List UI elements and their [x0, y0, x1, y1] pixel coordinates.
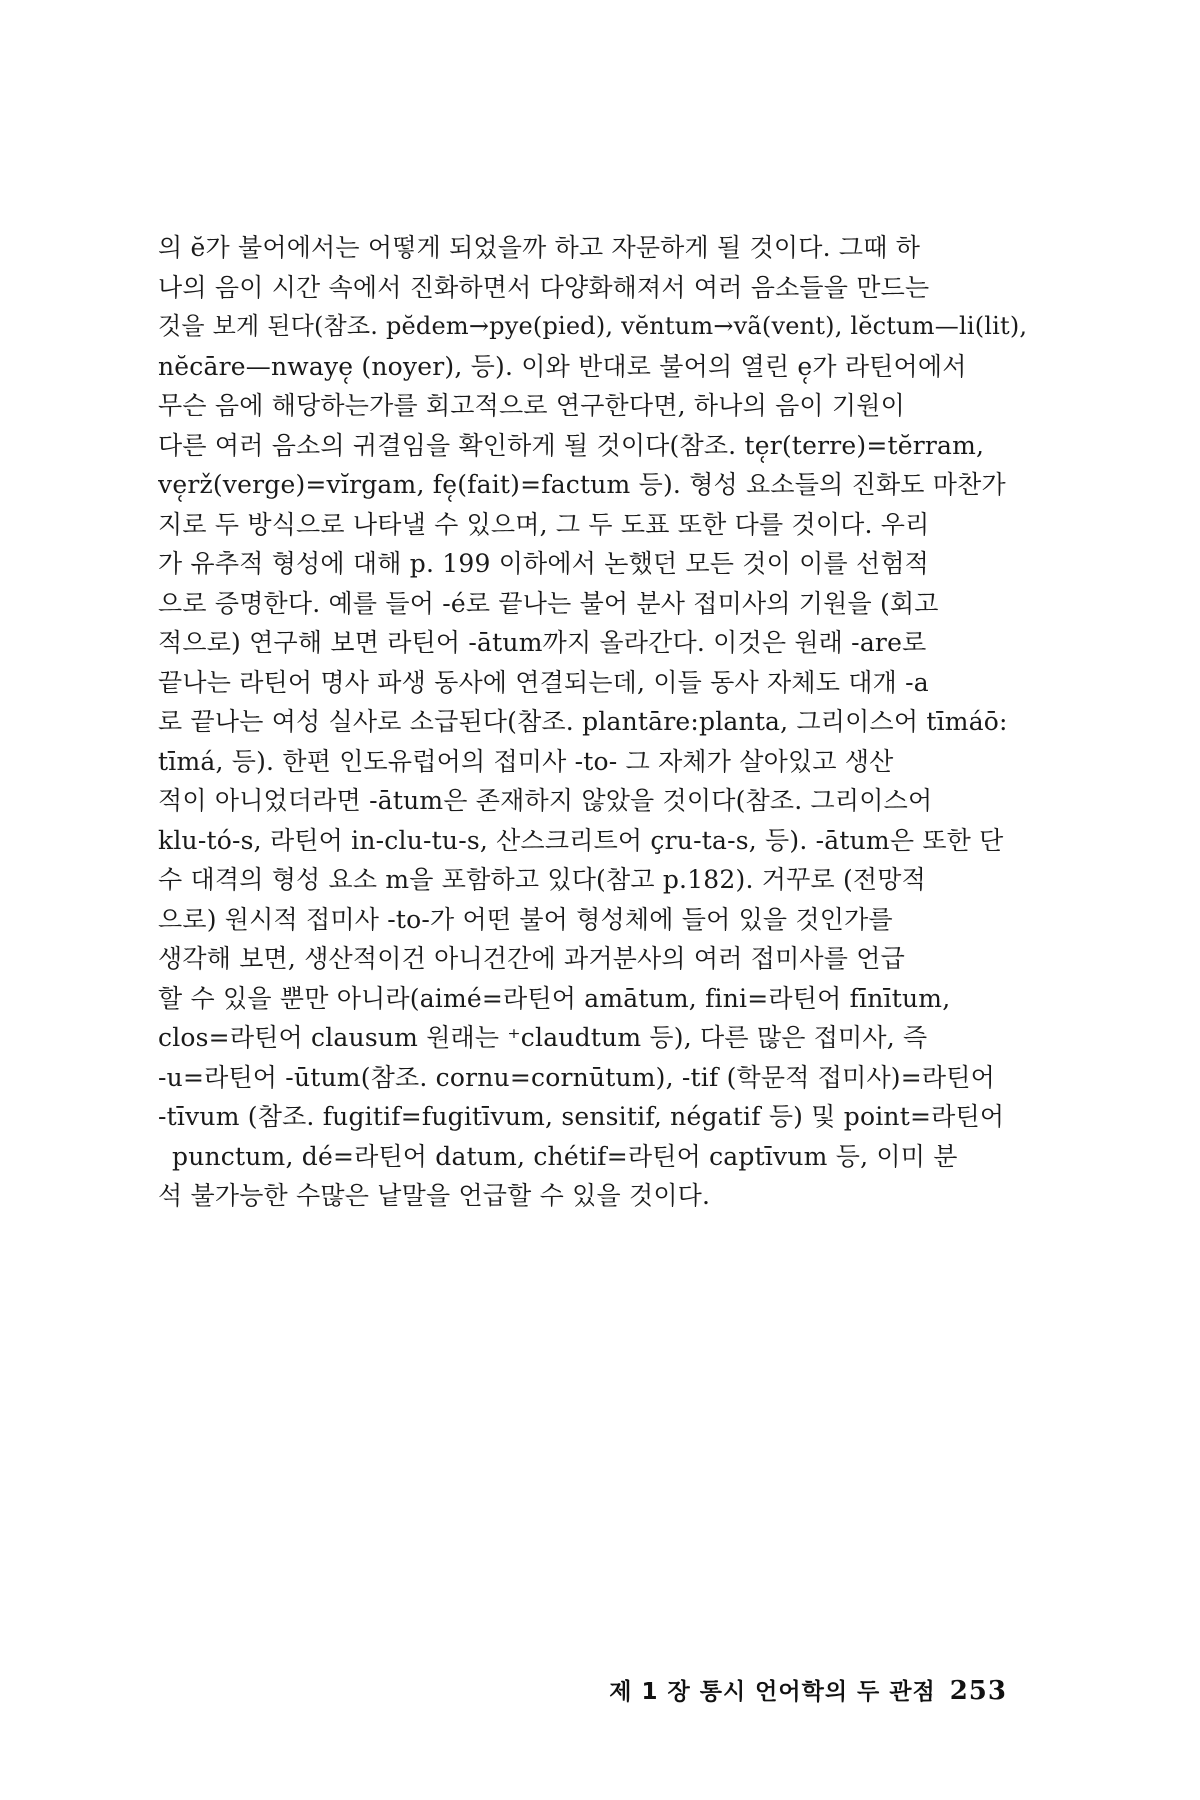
- page-footer: [0, 1673, 1007, 1706]
- text-line: 적이 아니었더라면 -ātum은 존재하지 않았을 것이다(참조. 그리이스어: [158, 786, 933, 815]
- text-line: 석 불가능한 수많은 낱말을 언급할 수 있을 것이다.: [158, 1181, 711, 1210]
- text-line: 로 끝나는 여성 실사로 소급된다(참조. plantāre:planta, 그리이스어 tīmáō:: [158, 707, 1008, 736]
- text-line: 생각해 보면, 생산적이건 아니건간에 과거분사의 여러 접미사를 언급: [158, 944, 905, 973]
- text-line: 무슨 음에 해당하는가를 회고적으로 연구한다면, 하나의 음이 기원이: [158, 391, 905, 420]
- text-line: 나의 음이 시간 속에서 진화하면서 다양화해져서 여러 음소들을 만드는: [158, 272, 930, 302]
- text-line: 수 대격의 형성 요소 m을 포함하고 있다(참고 p.182). 거꾸로 (전망적: [158, 865, 926, 894]
- text-line: 다른 여러 음소의 귀결임을 확인하게 될 것이다(참조. te̜r(terre)=tĕrram,: [158, 430, 985, 460]
- text-line: 으로 증명한다. 예를 들어 -é로 끝나는 불어 분사 접미사의 기원을 (회고: [158, 588, 939, 618]
- text-line: nĕcāre—nwaye̜ (noyer), 등). 이와 반대로 불어의 열린 e̜가 라틴어에서: [158, 351, 967, 381]
- text-line: 가 유추적 형성에 대해 p. 199 이하에서 논했던 모든 것이 이를 선험적: [158, 549, 930, 578]
- text-line: clos=라틴어 clausum 원래는 ⁺claudtum 등), 다른 많은 접미사, 즉: [158, 1023, 928, 1052]
- text-line: tīmá, 등). 한편 인도유럽어의 접미사 -to- 그 자체가 살아있고 생산: [158, 746, 894, 776]
- page-number: 253: [949, 1676, 1007, 1706]
- text-line: 지로 두 방식으로 나타낼 수 있으며, 그 두 도표 또한 다를 것이다. 우리: [158, 509, 930, 539]
- text-line: 끝나는 라틴어 명사 파생 동사에 연결되는데, 이들 동사 자체도 대개 -a: [158, 667, 929, 697]
- body-text: [158, 228, 1033, 1216]
- text-line: -tīvum (참조. fugitif=fugitīvum, sensitif, négatif 등) 및 point=라틴어: [158, 1102, 1005, 1131]
- text-line: 적으로) 연구해 보면 라틴어 -ātum까지 올라간다. 이것은 원래 -are로: [158, 628, 927, 657]
- text-line: 할 수 있을 뿐만 아니라(aimé=라틴어 amātum, fini=라틴어 fīnītum,: [158, 983, 951, 1013]
- text-line: ve̜rž(verge)=vĭrgam, fe̜(fait)=factum 등). 형성 요소들의 진화도 마찬가: [158, 470, 1006, 499]
- text-line: 것을 보게 된다(참조. pĕdem→pye(pied), vĕntum→vã(vent), lĕctum—li(lit),: [158, 312, 1028, 340]
- text-line: 으로) 원시적 접미사 -to-가 어떤 불어 형성체에 들어 있을 것인가를: [158, 904, 893, 934]
- text-line: 의 ĕ가 불어에서는 어떻게 되었을까 하고 자문하게 될 것이다. 그때 하: [158, 233, 921, 262]
- text-line: punctum, dé=라틴어 datum, chétif=라틴어 captīvum 등, 이미 분: [172, 1141, 958, 1171]
- text-line: klu-tó-s, 라틴어 in-clu-tu-s, 산스크리트어 çru-ta-s, 등). -ātum은 또한 단: [158, 825, 1004, 855]
- text-line: -u=라틴어 -ūtum(참조. cornu=cornūtum), -tif (학문적 접미사)=라틴어: [158, 1062, 995, 1092]
- running-chapter-title: 제 1 장 통시 언어학의 두 관점: [609, 1679, 936, 1705]
